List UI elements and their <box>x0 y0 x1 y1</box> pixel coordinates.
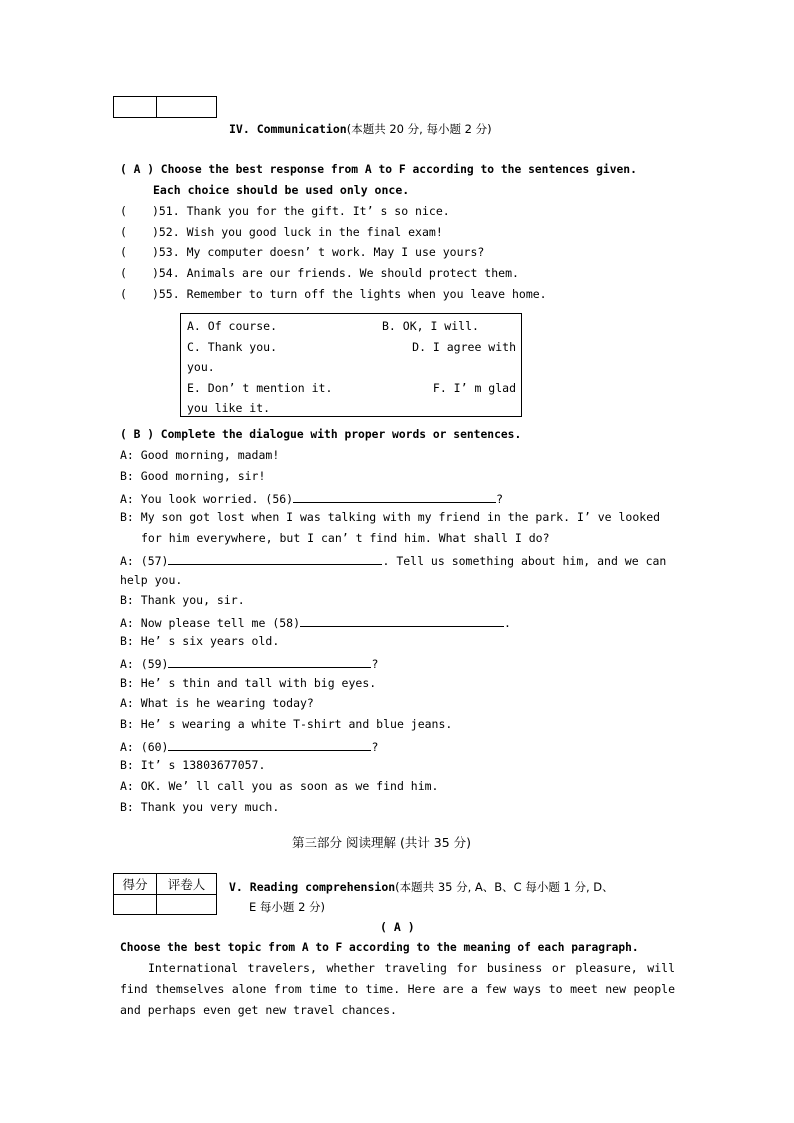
dialogue-line: A: Good morning, madam! <box>120 448 280 462</box>
dialogue-line: A: OK. We’ ll call you as soon as we find him. <box>120 779 439 793</box>
dialogue-text: A: (60) <box>120 740 169 754</box>
score-header: 得分 <box>114 874 157 895</box>
options-box <box>180 313 522 417</box>
grader-cell[interactable] <box>157 895 217 915</box>
reading-paragraph: International travelers, whether traveling for business or pleasure, will find themselves alone from time to time. Here are a few ways to meet new people and perhaps even get new travel chances. <box>120 961 675 1017</box>
question-number: )53. <box>151 245 180 259</box>
dialogue-line-57 <box>120 552 666 568</box>
score-cell[interactable] <box>114 895 157 915</box>
partA-instruction-cont: Each choice should be used only once. <box>153 183 410 197</box>
dialogue-text: A: Now please tell me (58) <box>120 616 301 630</box>
dialogue-line: B: Good morning, sir! <box>120 469 266 483</box>
option-f-continued: you like it. <box>187 401 271 415</box>
question-text: Remember to turn off the lights when you leave home. <box>186 287 547 301</box>
dialogue-text: ? <box>371 657 379 671</box>
question-text: Animals are our friends. We should protect them. <box>186 266 519 280</box>
section5-heading-points: (本题共 35 分, A、B、C 每小题 1 分, D、 <box>395 880 614 894</box>
option-e: E. Don’ t mention it. <box>187 381 333 395</box>
dialogue-line: help you. <box>120 573 183 587</box>
section5-heading-title: V. Reading comprehension <box>229 880 396 894</box>
score-box-section4 <box>113 96 217 118</box>
dialogue-line: B: It’ s 13803677057. <box>120 758 266 772</box>
question-number: )52. <box>151 225 180 239</box>
question-54 <box>120 266 519 280</box>
section4-heading-points: (本题共 20 分, 每小题 2 分) <box>346 122 492 136</box>
answer-paren-open: ( <box>120 204 127 218</box>
reading-part-a-label: ( A ) <box>380 920 415 934</box>
section5-heading-points-cont: E 每小题 2 分) <box>249 900 326 914</box>
option-a: A. Of course. <box>187 319 278 333</box>
blank-59[interactable] <box>168 655 371 668</box>
dialogue-line-60 <box>120 738 378 754</box>
question-51 <box>120 204 450 218</box>
grader-cell[interactable] <box>157 97 217 118</box>
section4-heading <box>229 121 492 137</box>
option-d-continued: you. <box>187 360 215 374</box>
answer-paren-open: ( <box>120 245 127 259</box>
partA-instruction: ( A ) Choose the best response from A to F according to the sentences given. <box>120 163 637 176</box>
score-box-part3 <box>113 873 217 915</box>
option-b: B. OK, I will. <box>382 319 479 333</box>
question-53 <box>120 245 484 259</box>
section4-heading-title: IV. Communication <box>229 122 347 136</box>
dialogue-text: A: (59) <box>120 657 169 671</box>
blank-60[interactable] <box>168 738 371 751</box>
partB-instruction: ( B ) Complete the dialogue with proper words or sentences. <box>120 428 522 441</box>
answer-paren-open: ( <box>120 266 127 280</box>
dialogue-text: A: You look worried. (56) <box>120 492 294 506</box>
dialogue-line-58 <box>120 614 511 630</box>
question-55 <box>120 287 547 301</box>
question-text: Wish you good luck in the final exam! <box>186 225 443 239</box>
answer-paren-open: ( <box>120 287 127 301</box>
dialogue-line: A: What is he wearing today? <box>120 696 314 710</box>
option-c: C. Thank you. <box>187 340 278 354</box>
score-cell[interactable] <box>114 97 157 118</box>
dialogue-text: ? <box>496 492 504 506</box>
dialogue-line: for him everywhere, but I can’ t find him. What shall I do? <box>141 531 550 545</box>
dialogue-line: B: He’ s six years old. <box>120 634 280 648</box>
dialogue-line-56 <box>120 490 503 506</box>
question-number: )54. <box>151 266 180 280</box>
question-text: Thank you for the gift. It’ s so nice. <box>186 204 450 218</box>
dialogue-line: B: Thank you, sir. <box>120 593 245 607</box>
section5-heading <box>229 879 614 895</box>
blank-57[interactable] <box>168 552 382 565</box>
dialogue-text: ? <box>371 740 379 754</box>
dialogue-line-59 <box>120 655 378 671</box>
dialogue-line: B: My son got lost when I was talking with my friend in the park. I’ ve looked <box>120 510 661 524</box>
option-d: D. I agree with <box>412 340 516 354</box>
dialogue-line: B: Thank you very much. <box>120 800 280 814</box>
part3-title: 第三部分 阅读理解 (共计 35 分) <box>292 835 472 850</box>
blank-58[interactable] <box>300 614 504 627</box>
question-text: My computer doesn’ t work. May I use yours? <box>186 245 485 259</box>
dialogue-line: B: He’ s thin and tall with big eyes. <box>120 676 377 690</box>
reading-instruction: Choose the best topic from A to F according to the meaning of each paragraph. <box>120 941 639 954</box>
question-number: )51. <box>151 204 180 218</box>
grader-header: 评卷人 <box>157 874 217 895</box>
question-number: )55. <box>151 287 180 301</box>
question-52 <box>120 225 443 239</box>
blank-56[interactable] <box>293 490 496 503</box>
dialogue-text: . Tell us something about him, and we can <box>382 554 667 568</box>
answer-paren-open: ( <box>120 225 127 239</box>
dialogue-line: B: He’ s wearing a white T-shirt and blue jeans. <box>120 717 453 731</box>
dialogue-text: A: (57) <box>120 554 169 568</box>
option-f: F. I’ m glad <box>432 381 516 395</box>
dialogue-text: . <box>504 616 511 630</box>
